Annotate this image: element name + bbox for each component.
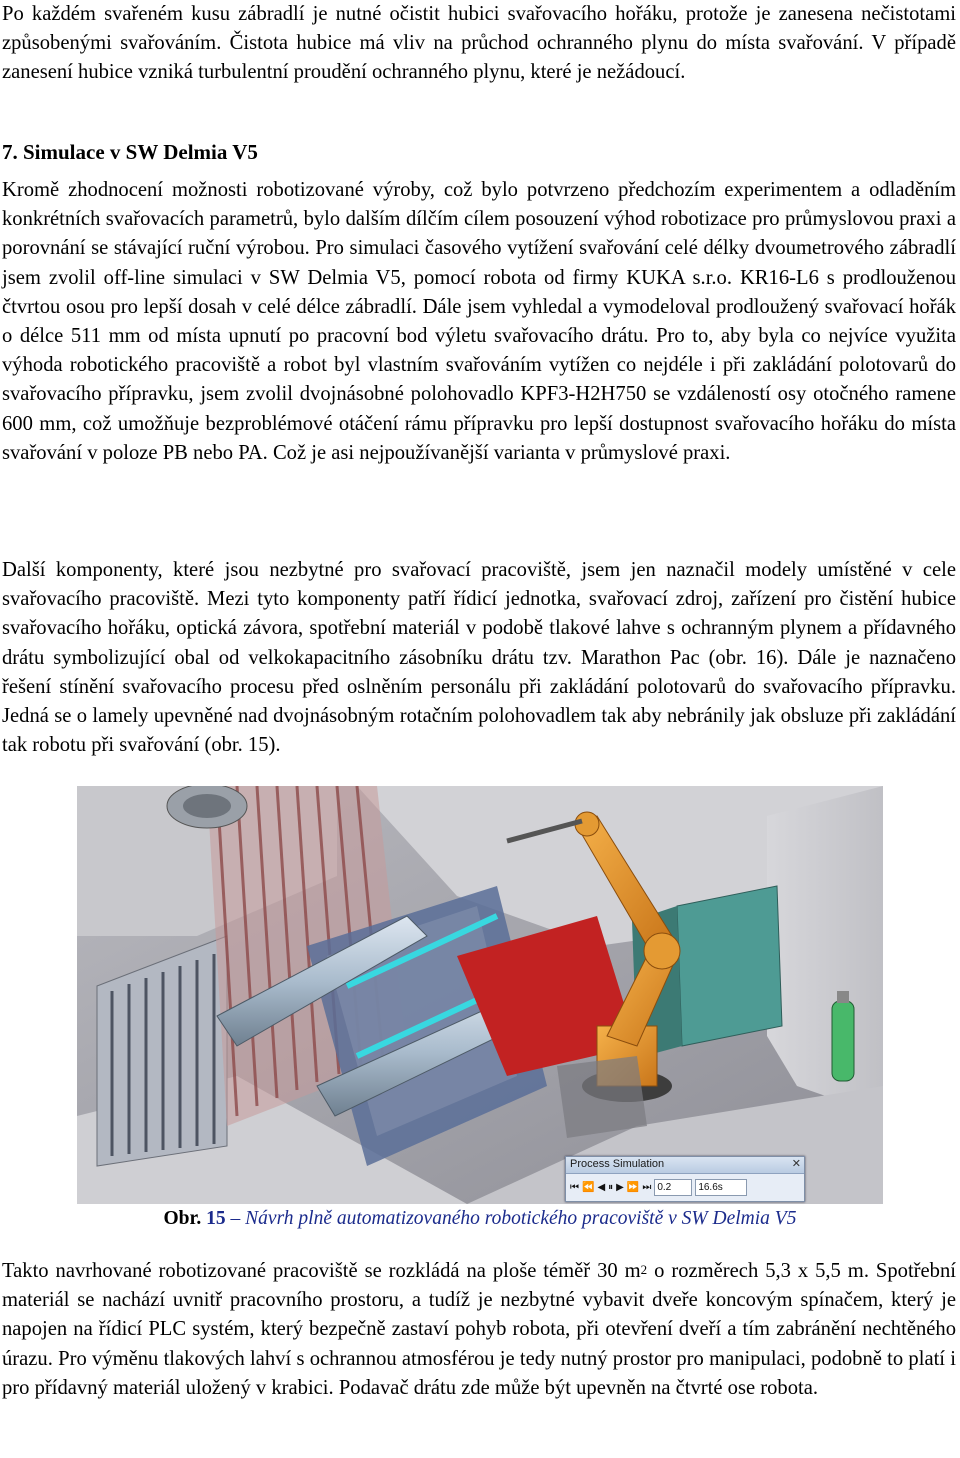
section-paragraph-1: Kromě zhodnocení možnosti robotizované výroby, což bylo potvrzeno předchozím experimentem a odladěním konkrétních svařovacích parametrů, bylo dalším dílčím cílem posouzení výhod robotizace pro průmyslovou praxi a porovnání se stávající ruční výrobou. Pro simulaci časového vytížení svařování celé délky dvoumetrového zábradlí jsem zvolil off-line simulaci v SW Delmia V5, pomocí robota od firmy KUKA s.r.o. KR16-L6 s prodlouženou čtvrtou osou pro lepší dosah v celé délce zábradlí. Dále jsem vyhledal a vymodeloval prodloužený svařovací hořák o délce 511 mm od místa upnutí po pracovní bod výletu svařovacího drátu. Pro to, aby byla co nejvíce využita výhoda robotického pracoviště a robot byl vlastním svařováním vytížen co nejdéle i při zakládání polotovarů do svařovacího přípravku, jsem zvolil dvojnásobné polohovadlo KPF3-H2H750 se vzdáleností osy otočného ramene 600 mm, což umožňuje bezproblémové otáčení rámu přípravku pro lepší dostupnost svařovacího hořáku do místa svařování v poloze PB nebo PA. Což je asi nejpoužívanější varianta v průmyslové praxi.	[2, 179, 956, 464]
process-simulation-title: Process Simulation	[570, 1158, 665, 1170]
speed-field[interactable]: 0.2	[654, 1179, 692, 1196]
pause-icon[interactable]: ⏸	[608, 1181, 614, 1193]
play-back-icon[interactable]: ◀	[597, 1181, 606, 1193]
figure-robotic-workcell	[77, 786, 883, 1204]
section-heading: 7. Simulace v SW Delmia V5	[2, 140, 258, 164]
section-paragraph-2: Další komponenty, které jsou nezbytné pro svařovací pracoviště, jsem jen naznačil modely umístěné v cele svařovacího pracoviště. Mezi tyto komponenty patří řídicí jednotka, svařovací zdroj, zařízení pro čistění hubice svařovacího hořáku, optická závora, spotřební materiál v podobě tlakové lahve s ochranným plynem a přídavného drátu symbolizující obal od velkokapacitního zásobníku drátu tzv. Marathon Pac (obr. 16). Dále je naznačeno řešení stínění svařovacího procesu před oslněním personálu při zakládání polotovarů do svařovacího přípravku. Jedná se o lamely upevněné nad dvojnásobným rotačním polohovadlem tak aby nebránily jak obsluze při zakládání tak robotu při svařování (obr. 15).	[2, 559, 956, 757]
closing-sup: 2	[640, 1262, 648, 1277]
step-forward-icon[interactable]: ⏩	[626, 1181, 640, 1193]
closing-before: Takto navrhované robotizované pracoviště se rozkládá na ploše téměř 30 m	[2, 1260, 641, 1282]
closing-paragraph	[2, 1257, 956, 1403]
caption-number: 15	[206, 1208, 226, 1229]
caption-body: Návrh plně automatizovaného robotického pracoviště v SW Delmia V5	[245, 1208, 797, 1229]
close-icon[interactable]: ✕	[791, 1158, 801, 1170]
process-simulation-panel	[565, 1156, 805, 1202]
play-icon[interactable]: ▶	[616, 1181, 624, 1193]
wire-drum	[167, 786, 247, 828]
workcell-3d-render	[77, 786, 883, 1204]
figure-caption	[0, 1208, 960, 1230]
forward-end-icon[interactable]: ⏭	[642, 1181, 652, 1193]
rewind-start-icon[interactable]: ⏮	[570, 1181, 579, 1193]
caption-label: Obr.	[163, 1208, 202, 1229]
step-back-icon[interactable]: ⏪	[582, 1181, 595, 1193]
caption-text: – Návrh plně automatizovaného robotického pracoviště v SW Delmia V5	[230, 1208, 797, 1229]
time-field[interactable]: 16.6s	[695, 1179, 747, 1196]
gas-bottle	[832, 991, 854, 1081]
control-cabinet	[677, 886, 782, 1046]
closing-after: o rozměrech 5,3 x 5,5 m. Spotřební materiál se nachází uvnitř pracovního prostoru, a tudíž je nezbytné vybavit dveře koncovým spínačem, který je napojen na řídicí PLC systém, který bezpečně zastaví pohyb robota, při otevření dveří a tím zabránění nechtěného úrazu. Pro výměnu tlakových lahví s ochrannou atmosférou je tedy nutný prostor pro manipulaci, podobně to platí i pro přídavný materiál uložený v krabici. Podavač drátu zde může být upevněn na čtvrté ose robota.	[2, 1260, 956, 1399]
intro-paragraph: Po každém svařeném kusu zábradlí je nutné očistit hubici svařovacího hořáku, protože je zanesena nečistotami způsobenými svařováním. Čistota hubice má vliv na průchod ochranného plynu do místa svařování. V případě zanesení hubice vzniká turbulentní proudění ochranného plynu, které je nežádoucí.	[2, 3, 956, 84]
